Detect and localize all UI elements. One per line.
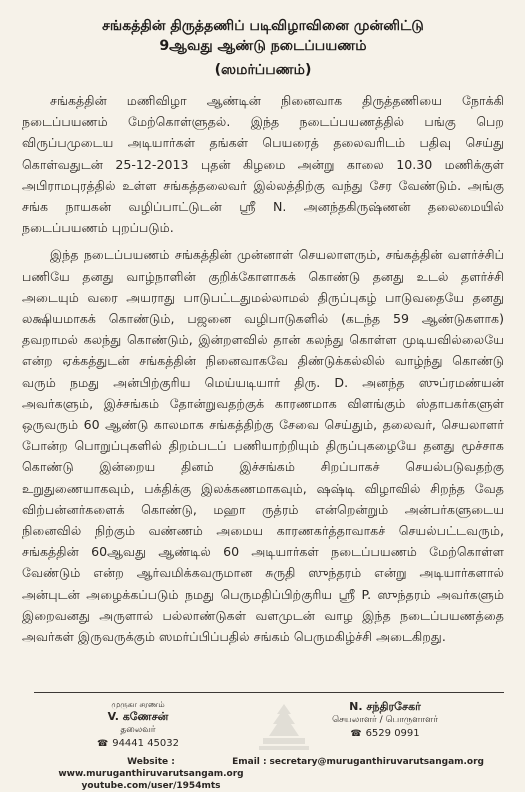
header-subtitle: 9ஆவது ஆண்டு நடைப்பயணம் (159, 38, 367, 54)
secretary-role: செயலாளர் / பொருளாளர் (332, 715, 438, 725)
secretary-phone (310, 727, 460, 741)
secretary-phone-number: 6529 0991 (365, 728, 420, 739)
website-link[interactable]: www.muruganthiruvarutsangam.org (58, 769, 244, 779)
signature-divider (34, 692, 504, 693)
website-label: Website : (127, 757, 175, 767)
body-paragraph-1: சங்கத்தின் மணிவிழா ஆண்டின் நினைவாக திருத்தணியை நோக்கி நடைப்பயணம் மேற்கொள்ளுதல். இந்த நடைப்பயணத்தில் பங்கு பெற விருப்பமுடைய அடியார்கள் தங்கள் பெயரைத் தலைவரிடம் பதிவு செய்து கொள்வதுடன் 25-12-2013 புதன் கிழமை அன்று காலை 10.30 மணிக்குள் அபிராமபுரத்தில் உள்ள சங்கத்தலைவர் இல்லத்திற்கு வந்து சேர வேண்டும். அங்கு சங்க நாயகன் வழிப்பாட்டுடன் ஸ்ரீ N. அனந்தகிருஷ்ணன் தலைமையில் நடைப்பயணம் புறப்படும். (22, 93, 504, 236)
body-paragraph-2: இந்த நடைப்பயணம் சங்கத்தின் முன்னாள் செயலாளரும், சங்கத்தின் வளர்ச்சிப் பணியே தனது வாழ்நாளின் குறிக்கோளாகக் கொண்டு தனது உடல் தளர்ச்சி அடையும் வரை அயராது பாடுபட்டதுமல்லாமல் திருப்புகழ் பாடுவதையே தனது லக்ஷியமாகக் கொண்டும், பஜனை வழிபாடுகளில் (கடந்த 59 ஆண்டுகளாக) தவறாமல் கலந்து கொண்டும், இன்றளவில் தான் கலந்து கொள்ள முடியவில்லையே என்ற ஏக்கத்துடன் சங்கத்தின் நினைவாகவே திண்டுக்கல்லில் வாழ்ந்து கொண்டு வரும் நமது அன்பிற்குரிய மெய்யடியார் திரு. D. அனந்த ஸுப்ரமண்யன் அவர்களும், இச்சங்கம் தோன்றுவதற்குக் காரணமாக விளங்கும் ஸ்தாபகர்களுள் ஒருவரும் 60 ஆண்டு காலமாக சங்கத்திற்கு சேவை செய்தும், தலைவர், செயலாளர் போன்ற பொறுப்புகளில் திறம்படப் பணியாற்றியும் திருப்புகழையே தனது மூச்சாக கொண்டு இன்றைய தினம் இச்சங்கம் சிறப்பாகச் செயல்படுவதற்கு உறுதுணையாகவும், பக்திக்கு இலக்கணமாகவும், ஷஷ்டி விழாவில் சிறந்த வேத விற்பன்னர்களைக் கொண்டு, மஹா ருத்ரம் என்றென்றும் அன்பர்களுடைய நினைவில் நிற்கும் வண்ணம் அமைய காரணகர்த்தாவாகச் செயல்பட்டவரும், சங்கத்தின் 60ஆவது ஆண்டில் 60 அடியார்கள் நடைப்பயணம் மேற்கொள்ள வேண்டும் என்ற ஆர்வமிக்கவருமான சுருதி ஸுந்தரம் என்று அடியார்களால் அன்புடன் அழைக்கப்படும் நமது பெருமதிப்பிற்குரிய ஸ்ரீ P. ஸுந்தரம் அவர்களும் இறைவனது அருளால் பல்லாண்டுகள் வளமுடன் வாழ இந்த நடைப்பயணத்தை அவர்கள் இருவருக்கும் ஸமர்ப்பிப்பதில் சங்கம் பெருமகிழ்ச்சி அடைகிறது. (22, 247, 504, 645)
phone-icon: ☎ (350, 729, 362, 739)
email-link[interactable]: secretary@muruganthiruvarutsangam.org (269, 757, 484, 767)
youtube-link[interactable]: youtube.com/user/1954mts (81, 781, 221, 791)
president-phone-number: 94441 45032 (112, 738, 180, 749)
temple-emblem-icon (255, 700, 313, 752)
salutation: முருகா சரணம் (111, 700, 165, 709)
header-title: சங்கத்தின் திருத்தணிப் படிவிழாவினை முன்னிட்டு (102, 18, 424, 34)
president-role: தலைவர் (120, 725, 156, 735)
phone-icon: ☎ (96, 739, 109, 749)
signature-secretary (310, 700, 460, 741)
email-label: Email : (232, 757, 267, 767)
secretary-name: N. சந்திரசேகர் (349, 700, 421, 713)
signature-president (68, 700, 208, 751)
notice-body (22, 90, 504, 647)
notice-page (22, 10, 504, 791)
header-dedication: (ஸமர்ப்பணம்) (214, 62, 312, 78)
notice-header (22, 16, 504, 80)
footer-email (224, 756, 484, 768)
president-name: V. கணேசன் (107, 710, 169, 723)
president-phone (68, 737, 208, 751)
